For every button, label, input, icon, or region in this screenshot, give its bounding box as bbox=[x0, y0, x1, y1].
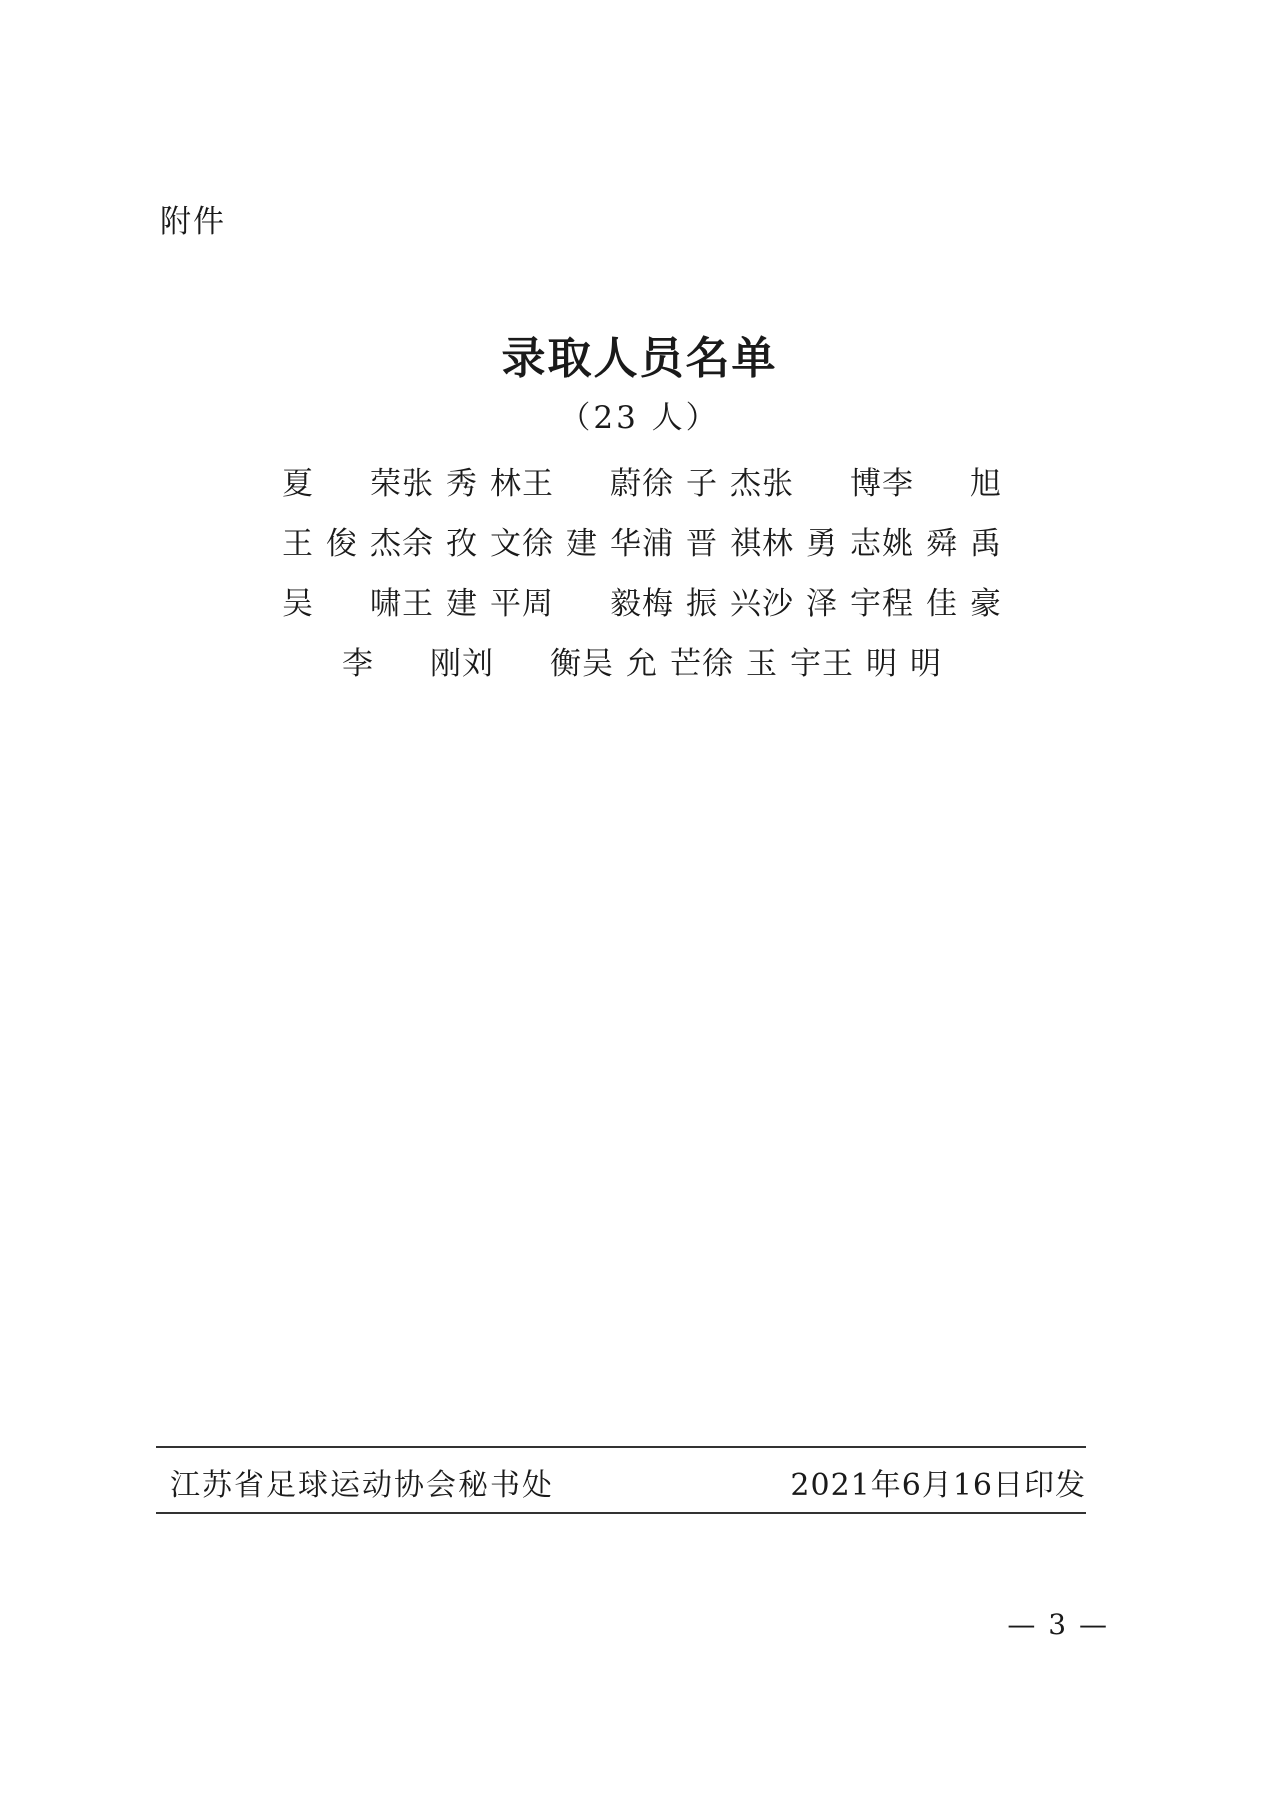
name-item: 王 蔚 bbox=[522, 465, 642, 502]
name-item: 王建平 bbox=[402, 585, 522, 622]
footer-divider-bottom bbox=[156, 1512, 1086, 1514]
names-row bbox=[282, 450, 1002, 510]
names-row bbox=[282, 630, 1002, 690]
footer-issuer: 江苏省足球运动协会秘书处 bbox=[170, 1468, 554, 1503]
name-item: 梅振兴 bbox=[642, 585, 762, 622]
name-item: 姚舜禹 bbox=[882, 525, 1002, 562]
name-item: 程佳豪 bbox=[882, 585, 1002, 622]
name-item: 李 旭 bbox=[882, 465, 1002, 502]
page-number: — 3 — bbox=[1007, 1608, 1109, 1641]
name-item: 吴 啸 bbox=[282, 585, 402, 622]
name-item: 张秀林 bbox=[402, 465, 522, 502]
name-item: 沙泽宇 bbox=[762, 585, 882, 622]
name-item: 徐玉宇 bbox=[702, 645, 822, 682]
name-item: 刘 衡 bbox=[462, 645, 582, 682]
footer-issue-date: 2021年6月16日印发 bbox=[790, 1468, 1086, 1503]
name-item: 余孜文 bbox=[402, 525, 522, 562]
names-list bbox=[282, 450, 1002, 690]
names-row bbox=[282, 570, 1002, 630]
name-item: 王俊杰 bbox=[282, 525, 402, 562]
name-item: 李 刚 bbox=[342, 645, 462, 682]
name-item: 林勇志 bbox=[762, 525, 882, 562]
attachment-label: 附件 bbox=[160, 204, 226, 240]
name-item: 徐子杰 bbox=[642, 465, 762, 502]
name-item: 徐建华 bbox=[522, 525, 642, 562]
page-subtitle: （23 人） bbox=[559, 400, 720, 436]
name-item: 周 毅 bbox=[522, 585, 642, 622]
name-item: 张 博 bbox=[762, 465, 882, 502]
names-row bbox=[282, 510, 1002, 570]
name-item: 夏 荣 bbox=[282, 465, 402, 502]
footer-divider-top bbox=[156, 1446, 1086, 1448]
name-item: 浦晋祺 bbox=[642, 525, 762, 562]
name-item: 吴允芒 bbox=[582, 645, 702, 682]
name-item: 王明明 bbox=[822, 645, 942, 682]
page-title: 录取人员名单 bbox=[501, 333, 778, 384]
